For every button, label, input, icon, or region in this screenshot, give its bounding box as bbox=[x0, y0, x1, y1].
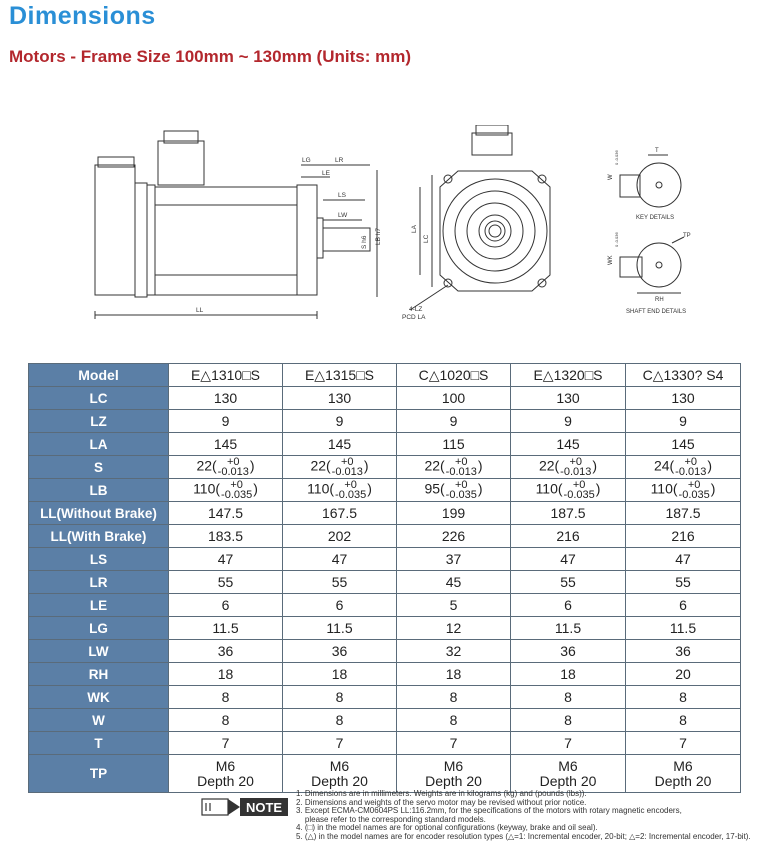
note-item: 2. Dimensions and weights of the servo motor may be revised without prior notice. bbox=[296, 797, 587, 807]
tolerance bbox=[221, 480, 252, 500]
table-cell: 55 bbox=[283, 571, 397, 594]
table-cell: 145 bbox=[283, 433, 397, 456]
cell-value: 110( bbox=[307, 480, 335, 497]
cell-value: 110( bbox=[193, 480, 221, 497]
cell-close: ) bbox=[363, 457, 369, 474]
model-name: E△1320□S bbox=[511, 364, 626, 387]
table-cell: 9 bbox=[626, 410, 741, 433]
wk-label: WK bbox=[608, 255, 614, 265]
row-label: LL(With Brake) bbox=[29, 525, 169, 548]
tolerance-up: +0 bbox=[684, 456, 698, 468]
table-cell: 20 bbox=[626, 663, 741, 686]
detail-labels bbox=[608, 148, 691, 315]
table-row bbox=[29, 456, 741, 479]
tolerance-down: -0.035 bbox=[221, 489, 253, 501]
note-badge bbox=[200, 794, 290, 820]
table-cell: 9 bbox=[397, 410, 511, 433]
cell-close: ) bbox=[477, 457, 483, 474]
table-cell: 130 bbox=[169, 387, 283, 410]
row-label: TP bbox=[29, 755, 169, 793]
table-cell: 226 bbox=[397, 525, 511, 548]
pencil-icon bbox=[202, 799, 240, 815]
table-cell: 8 bbox=[511, 709, 626, 732]
table-cell bbox=[626, 479, 741, 502]
cell-line: Depth 20 bbox=[654, 772, 712, 789]
shaft-details-caption: SHAFT END DETAILS bbox=[626, 309, 687, 315]
table-cell: 18 bbox=[397, 663, 511, 686]
row-label: RH bbox=[29, 663, 169, 686]
table-cell: 6 bbox=[511, 594, 626, 617]
table-cell: 36 bbox=[626, 640, 741, 663]
table-cell: 199 bbox=[397, 502, 511, 525]
row-label: W bbox=[29, 709, 169, 732]
table-row bbox=[29, 617, 741, 640]
table-cell: 9 bbox=[169, 410, 283, 433]
table-cell bbox=[169, 755, 283, 793]
table-cell bbox=[169, 479, 283, 502]
table-cell: 202 bbox=[283, 525, 397, 548]
cell-value: 22( bbox=[538, 457, 560, 474]
row-label: LZ bbox=[29, 410, 169, 433]
cell-line: Depth 20 bbox=[425, 772, 482, 789]
table-row bbox=[29, 525, 741, 548]
table-header-row bbox=[29, 364, 741, 387]
tolerance bbox=[332, 457, 363, 477]
table-row bbox=[29, 709, 741, 732]
table-cell: 6 bbox=[626, 594, 741, 617]
table-cell: 8 bbox=[397, 709, 511, 732]
row-label: LR bbox=[29, 571, 169, 594]
tolerance bbox=[218, 457, 249, 477]
table-cell: 8 bbox=[169, 709, 283, 732]
ll-label: LL bbox=[196, 307, 204, 314]
le-label: LE bbox=[322, 170, 330, 177]
cell-close: ) bbox=[707, 457, 713, 474]
rh-label: RH bbox=[655, 297, 664, 303]
table-cell: 47 bbox=[626, 548, 741, 571]
table-cell: 11.5 bbox=[511, 617, 626, 640]
table-cell: 8 bbox=[283, 686, 397, 709]
table-cell: 6 bbox=[283, 594, 397, 617]
cell-close: ) bbox=[367, 480, 372, 497]
note-item: 3. Except ECMA-CM0604PS LL:116.2mm, for the specifications of the motors with rotary magnetic encoders, bbox=[296, 806, 682, 816]
table-cell: 145 bbox=[626, 433, 741, 456]
table-row bbox=[29, 571, 741, 594]
table-row bbox=[29, 640, 741, 663]
table-cell: 8 bbox=[626, 686, 741, 709]
row-label: LG bbox=[29, 617, 169, 640]
dimension-drawing bbox=[0, 125, 775, 330]
w-tolerance: 0 -0.036 bbox=[614, 150, 619, 165]
row-label: LE bbox=[29, 594, 169, 617]
table-row bbox=[29, 755, 741, 793]
tolerance bbox=[560, 457, 591, 477]
model-name: C△1330? S4 bbox=[626, 364, 741, 387]
table-cell bbox=[397, 755, 511, 793]
tolerance-down: -0.013 bbox=[217, 466, 249, 478]
lr-label: LR bbox=[335, 157, 344, 164]
table-row bbox=[29, 502, 741, 525]
cell-value: 24( bbox=[653, 457, 675, 474]
table-cell: 7 bbox=[626, 732, 741, 755]
table-cell: 45 bbox=[397, 571, 511, 594]
cell-close: ) bbox=[710, 480, 716, 497]
tolerance bbox=[446, 457, 477, 477]
table-cell: 36 bbox=[169, 640, 283, 663]
table-cell: 147.5 bbox=[169, 502, 283, 525]
table-cell: 11.5 bbox=[169, 617, 283, 640]
table-cell: 6 bbox=[169, 594, 283, 617]
table-cell: 8 bbox=[283, 709, 397, 732]
front-view-labels bbox=[402, 224, 430, 321]
cell-line: M6 bbox=[443, 757, 464, 774]
table-cell: 8 bbox=[397, 686, 511, 709]
table-cell: 47 bbox=[283, 548, 397, 571]
page-subtitle: Motors - Frame Size 100mm ~ 130mm (Units: mm) bbox=[9, 47, 411, 66]
cell-line: M6 bbox=[215, 757, 236, 774]
table-cell: 9 bbox=[511, 410, 626, 433]
table-row bbox=[29, 433, 741, 456]
tolerance bbox=[446, 480, 477, 500]
row-label: LS bbox=[29, 548, 169, 571]
table-cell bbox=[511, 456, 626, 479]
table-cell: 36 bbox=[511, 640, 626, 663]
note-item: 4. (□) in the model names are for optional configurations (keyway, brake and oil seal). bbox=[296, 823, 598, 833]
table-row bbox=[29, 732, 741, 755]
tolerance-up: +0 bbox=[455, 456, 468, 468]
lc-label: LC bbox=[423, 234, 430, 243]
table-cell bbox=[169, 456, 283, 479]
table-cell: 8 bbox=[511, 686, 626, 709]
tolerance-down: -0.013 bbox=[331, 466, 363, 478]
table-cell: 11.5 bbox=[626, 617, 741, 640]
tolerance-down: -0.035 bbox=[563, 489, 595, 501]
side-view-labels bbox=[196, 157, 382, 314]
table-cell: 18 bbox=[169, 663, 283, 686]
table-body bbox=[29, 387, 741, 793]
cell-line: M6 bbox=[329, 757, 350, 774]
table-cell: 216 bbox=[511, 525, 626, 548]
tolerance-up: +0 bbox=[227, 456, 240, 468]
table-cell: 7 bbox=[283, 732, 397, 755]
row-label: S bbox=[29, 456, 169, 479]
ls-label: LS bbox=[338, 192, 346, 199]
row-label: LL(Without Brake) bbox=[29, 502, 169, 525]
cell-close: ) bbox=[249, 457, 255, 474]
note-list bbox=[296, 790, 751, 842]
cell-line: Depth 20 bbox=[539, 772, 597, 789]
model-header: Model bbox=[29, 364, 169, 387]
cell-line: Depth 20 bbox=[197, 772, 254, 789]
table-cell: 37 bbox=[397, 548, 511, 571]
row-label: LC bbox=[29, 387, 169, 410]
model-name: E△1310□S bbox=[169, 364, 283, 387]
table-cell: 115 bbox=[397, 433, 511, 456]
table-cell: 36 bbox=[283, 640, 397, 663]
table-row bbox=[29, 548, 741, 571]
note-item: 5. (△) in the model names are for encoder resolution types (△=1: Incremental encoder, 20-bit; △=2: Incremental encoder, 17-bit). bbox=[296, 831, 751, 841]
tolerance-down: -0.013 bbox=[675, 466, 707, 478]
tolerance bbox=[335, 480, 366, 500]
table-cell: 145 bbox=[169, 433, 283, 456]
cell-close: ) bbox=[592, 457, 598, 474]
row-label: LW bbox=[29, 640, 169, 663]
table-cell: 7 bbox=[511, 732, 626, 755]
pcd-label: PCD LA bbox=[402, 314, 426, 321]
table-cell: 12 bbox=[397, 617, 511, 640]
tolerance-up: +0 bbox=[455, 479, 468, 491]
tolerance-down: -0.013 bbox=[560, 466, 592, 478]
tolerance bbox=[675, 457, 706, 477]
table-cell: 47 bbox=[169, 548, 283, 571]
table-row bbox=[29, 686, 741, 709]
t-label: T bbox=[655, 148, 659, 154]
table-cell: 8 bbox=[626, 709, 741, 732]
front-view bbox=[410, 125, 550, 310]
cell-line: Depth 20 bbox=[311, 772, 368, 789]
cell-line: M6 bbox=[673, 757, 693, 774]
row-label: WK bbox=[29, 686, 169, 709]
table-cell: 130 bbox=[511, 387, 626, 410]
s-label: S h6 bbox=[361, 235, 368, 249]
table-cell: 183.5 bbox=[169, 525, 283, 548]
table-cell: 100 bbox=[397, 387, 511, 410]
table-cell: 130 bbox=[626, 387, 741, 410]
lw-label: LW bbox=[338, 212, 348, 219]
cell-line: M6 bbox=[558, 757, 578, 774]
table-cell: 145 bbox=[511, 433, 626, 456]
dimensions-table bbox=[28, 363, 741, 793]
table-cell bbox=[626, 456, 741, 479]
tolerance bbox=[564, 480, 595, 500]
lb-label: LB h7 bbox=[375, 228, 382, 245]
cell-value: 22( bbox=[424, 457, 445, 474]
table-row bbox=[29, 663, 741, 686]
lz-label: 4-LZ bbox=[409, 306, 423, 313]
cell-value: 22( bbox=[310, 457, 331, 474]
cell-close: ) bbox=[477, 480, 483, 497]
tolerance-up: +0 bbox=[344, 479, 357, 491]
table-cell bbox=[283, 456, 397, 479]
table-cell bbox=[511, 755, 626, 793]
table-cell bbox=[397, 456, 511, 479]
table-row bbox=[29, 410, 741, 433]
tolerance-up: +0 bbox=[569, 456, 583, 468]
cell-value: 22( bbox=[196, 457, 217, 474]
table-cell: 7 bbox=[169, 732, 283, 755]
w-label: W bbox=[608, 174, 614, 180]
cell-value: 110( bbox=[650, 480, 678, 497]
note-label: NOTE bbox=[245, 800, 283, 815]
table-row bbox=[29, 479, 741, 502]
row-label: T bbox=[29, 732, 169, 755]
cell-close: ) bbox=[595, 480, 601, 497]
note-item: 1. Dimensions are in millimeters. Weights are in kilograms (kg) and (pounds (lbs)). bbox=[296, 789, 587, 798]
key-details-caption: KEY DETAILS bbox=[636, 215, 675, 221]
table-cell: 5 bbox=[397, 594, 511, 617]
tolerance-up: +0 bbox=[341, 456, 354, 468]
table-cell: 18 bbox=[283, 663, 397, 686]
table-row bbox=[29, 387, 741, 410]
table-cell: 47 bbox=[511, 548, 626, 571]
row-label: LB bbox=[29, 479, 169, 502]
table-cell: 7 bbox=[397, 732, 511, 755]
tolerance-up: +0 bbox=[572, 479, 586, 491]
table-cell: 130 bbox=[283, 387, 397, 410]
tolerance-down: -0.035 bbox=[678, 489, 710, 501]
table-cell: 55 bbox=[169, 571, 283, 594]
table-cell bbox=[283, 755, 397, 793]
la-label: LA bbox=[411, 225, 418, 233]
table-cell: 11.5 bbox=[283, 617, 397, 640]
page-title: Dimensions bbox=[9, 2, 156, 30]
table-cell: 187.5 bbox=[626, 502, 741, 525]
tolerance-down: -0.013 bbox=[445, 466, 477, 478]
table-cell: 9 bbox=[283, 410, 397, 433]
table-cell: 8 bbox=[169, 686, 283, 709]
note-item: please refer to the corresponding standard models. bbox=[296, 814, 486, 824]
table-cell: 55 bbox=[626, 571, 741, 594]
table-cell bbox=[511, 479, 626, 502]
cell-close: ) bbox=[253, 480, 258, 497]
tolerance-up: +0 bbox=[230, 479, 243, 491]
table-cell bbox=[626, 755, 741, 793]
table-cell bbox=[397, 479, 511, 502]
table-cell bbox=[283, 479, 397, 502]
row-label: LA bbox=[29, 433, 169, 456]
table-row bbox=[29, 594, 741, 617]
table-cell: 187.5 bbox=[511, 502, 626, 525]
table-cell: 55 bbox=[511, 571, 626, 594]
tolerance-up: +0 bbox=[687, 479, 701, 491]
tolerance-down: -0.035 bbox=[335, 489, 367, 501]
key-detail bbox=[620, 155, 684, 293]
model-name: C△1020□S bbox=[397, 364, 511, 387]
tolerance-down: -0.035 bbox=[445, 489, 477, 501]
model-name: E△1315□S bbox=[283, 364, 397, 387]
tolerance bbox=[679, 480, 710, 500]
table-cell: 18 bbox=[511, 663, 626, 686]
cell-value: 110( bbox=[535, 480, 563, 497]
tp-label: TP bbox=[683, 233, 691, 239]
cell-value: 95( bbox=[424, 480, 445, 497]
table-cell: 167.5 bbox=[283, 502, 397, 525]
wk-tolerance: 0 -0.036 bbox=[614, 232, 619, 247]
table-cell: 32 bbox=[397, 640, 511, 663]
lg-label: LG bbox=[302, 157, 311, 164]
table-cell: 216 bbox=[626, 525, 741, 548]
